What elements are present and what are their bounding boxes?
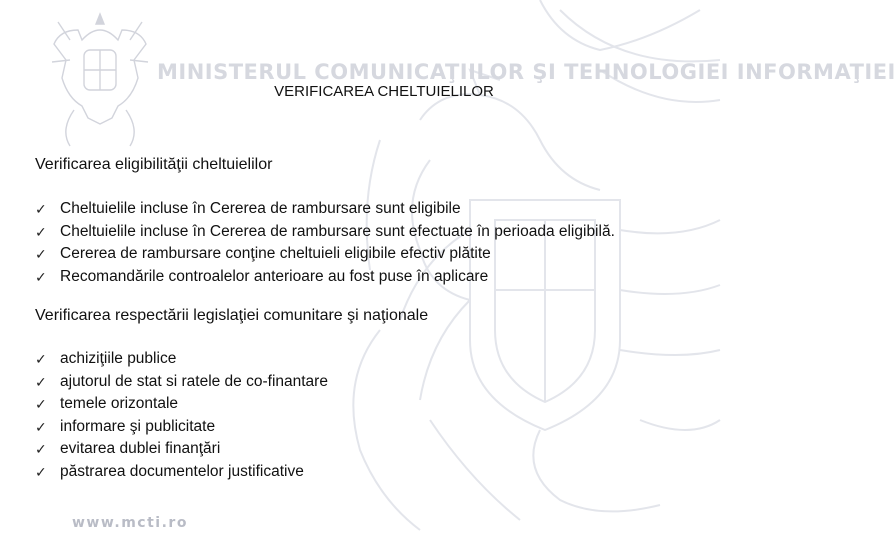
section-heading-eligibility: Verificarea eligibilităţii cheltuielilor bbox=[35, 156, 273, 173]
checkmark-icon: ✓ bbox=[35, 246, 47, 262]
checkmark-icon: ✓ bbox=[35, 268, 47, 285]
checkmark-icon: ✓ bbox=[35, 223, 47, 240]
checkmark-icon: ✓ bbox=[35, 373, 47, 390]
page-title: VERIFICAREA CHELTUIELILOR bbox=[274, 83, 494, 100]
checkmark-icon: ✓ bbox=[35, 201, 47, 217]
checkmark-icon: ✓ bbox=[35, 441, 47, 457]
footer-url: www.mcti.ro bbox=[72, 515, 188, 531]
checkmark-icon: ✓ bbox=[35, 418, 47, 435]
section-heading-legislation: Verificarea respectării legislaţiei comunitare şi naţionale bbox=[35, 307, 429, 324]
checkmark-icon: ✓ bbox=[35, 351, 47, 367]
coat-of-arms-icon bbox=[52, 14, 148, 146]
checkmark-icon: ✓ bbox=[35, 463, 47, 480]
ministry-watermark: MINISTERUL COMUNICAŢIILOR ŞI TEHNOLOGIEI INFORMAŢIEI bbox=[157, 60, 896, 84]
checkmark-icon: ✓ bbox=[35, 396, 47, 412]
